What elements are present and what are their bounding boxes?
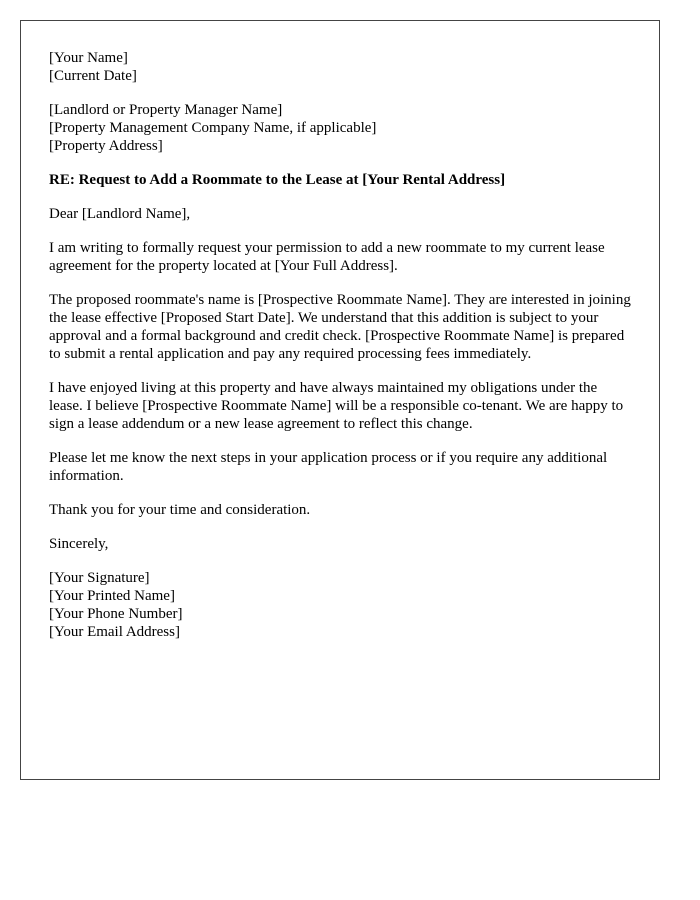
recipient-company: [Property Management Company Name, if applicable] (49, 120, 377, 136)
body-paragraph-5: Thank you for your time and consideration. (49, 502, 311, 518)
letter-page (20, 20, 660, 780)
signature-block (49, 569, 634, 641)
recipient-name: [Landlord or Property Manager Name] (49, 102, 283, 118)
subject-line: RE: Request to Add a Roommate to the Lease at [Your Rental Address] (49, 172, 506, 188)
body-paragraph-2: The proposed roommate's name is [Prospective Roommate Name]. They are interested in joining the lease effective [Proposed Start Date]. We understand that this addition is subject to your approval and a formal background and credit check. [Prospective Roommate Name] is prepared to submit a rental application and pay any required processing fees immediately. (49, 292, 631, 362)
sender-name: [Your Name] (49, 50, 128, 66)
email-address: [Your Email Address] (49, 624, 180, 640)
signature-line: [Your Signature] (49, 570, 150, 586)
sender-block (49, 49, 634, 85)
phone-number: [Your Phone Number] (49, 606, 183, 622)
printed-name: [Your Printed Name] (49, 588, 175, 604)
sender-date: [Current Date] (49, 68, 137, 84)
letter-content (49, 49, 634, 657)
body-paragraph-3: I have enjoyed living at this property and have always maintained my obligations under the lease. I believe [Prospective Roommate Name] will be a responsible co-tenant. We are happy to sign a lease addendum or a new lease agreement to reflect this change. (49, 380, 624, 432)
recipient-block (49, 101, 634, 155)
body-paragraph-4: Please let me know the next steps in your application process or if you require any additional information. (49, 450, 608, 484)
body-paragraph-1: I am writing to formally request your permission to add a new roommate to my current lease agreement for the property located at [Your Full Address]. (49, 240, 605, 274)
salutation: Dear [Landlord Name], (49, 206, 191, 222)
closing: Sincerely, (49, 536, 109, 552)
recipient-address: [Property Address] (49, 138, 163, 154)
